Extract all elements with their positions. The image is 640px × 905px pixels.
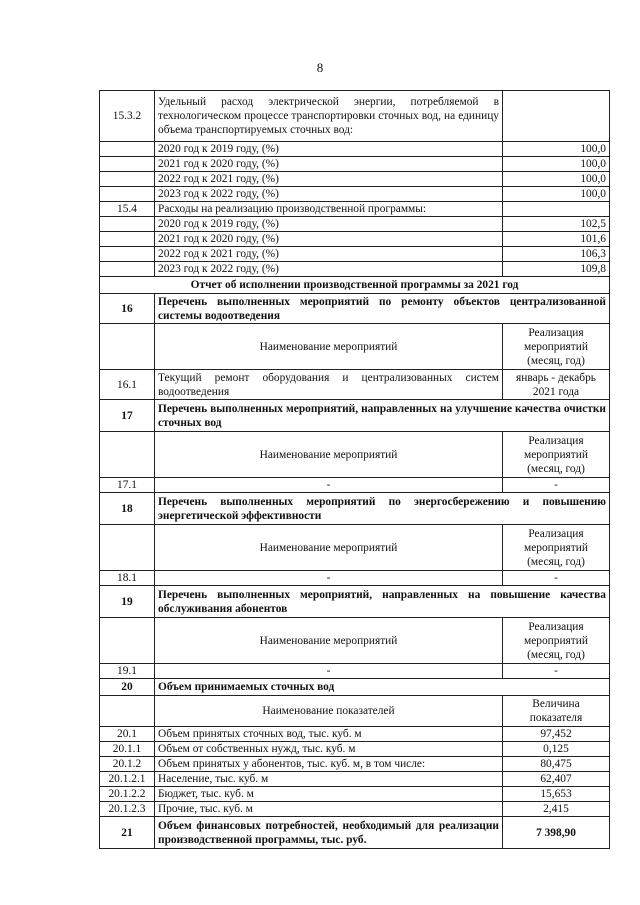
row-number: 17.1 bbox=[100, 478, 155, 493]
measure-name: - bbox=[155, 664, 503, 679]
table-row bbox=[100, 262, 610, 277]
period-label: 2020 год к 2019 году, (%) bbox=[155, 142, 503, 157]
table-row bbox=[100, 217, 610, 232]
table-row bbox=[100, 664, 610, 679]
row-number: 15.3.2 bbox=[100, 91, 155, 142]
indicator-text: Расходы на реализацию производственной программы: bbox=[155, 202, 503, 217]
column-header-implementation: Реализация мероприятий (месяц, год) bbox=[503, 324, 610, 370]
period-value: 100,0 bbox=[503, 187, 610, 202]
table-row bbox=[100, 478, 610, 493]
section-title: Перечень выполненных мероприятий, направленных на улучшение качества очистки сточных вод bbox=[155, 400, 610, 432]
row-number: 20.1.2.3 bbox=[100, 802, 155, 817]
table-row bbox=[100, 277, 610, 294]
table-row bbox=[100, 247, 610, 262]
financial-needs-value: 7 398,90 bbox=[503, 817, 610, 849]
table-row bbox=[100, 742, 610, 757]
indicator-value: 97,452 bbox=[503, 727, 610, 742]
period-value: 100,0 bbox=[503, 172, 610, 187]
period-value: 106,3 bbox=[503, 247, 610, 262]
value-cell bbox=[503, 91, 610, 142]
measure-name: - bbox=[155, 478, 503, 493]
indicator-value: 2,415 bbox=[503, 802, 610, 817]
section-number: 18 bbox=[100, 493, 155, 525]
indicator-name: Бюджет, тыс. куб. м bbox=[155, 787, 503, 802]
indicator-name: Объем принятых у абонентов, тыс. куб. м, в том числе: bbox=[155, 757, 503, 772]
row-number: 16.1 bbox=[100, 370, 155, 400]
table-row bbox=[100, 400, 610, 432]
section-title: Объем финансовых потребностей, необходимый для реализации производственной программы, тыс. руб. bbox=[155, 817, 503, 849]
column-header-implementation: Реализация мероприятий (месяц, год) bbox=[503, 525, 610, 571]
column-header-name: Наименование мероприятий bbox=[155, 618, 503, 664]
table-row bbox=[100, 525, 610, 571]
measure-implementation: январь - декабрь 2021 года bbox=[503, 370, 610, 400]
section-title: Объем принимаемых сточных вод bbox=[155, 679, 610, 696]
section-number: 21 bbox=[100, 817, 155, 849]
table-row bbox=[100, 294, 610, 324]
period-label: 2023 год к 2022 году, (%) bbox=[155, 262, 503, 277]
report-table bbox=[99, 90, 610, 849]
section-title: Перечень выполненных мероприятий по ремонту объектов централизованной системы водоотведения bbox=[155, 294, 610, 324]
period-value: 102,5 bbox=[503, 217, 610, 232]
indicator-value: 80,475 bbox=[503, 757, 610, 772]
section-number: 20 bbox=[100, 679, 155, 696]
table-row bbox=[100, 772, 610, 787]
period-label: 2022 год к 2021 году, (%) bbox=[155, 247, 503, 262]
table-row bbox=[100, 432, 610, 478]
row-number: 15.4 bbox=[100, 202, 155, 217]
measure-name: Текущий ремонт оборудования и централизованных систем водоотведения bbox=[155, 370, 503, 400]
measure-implementation: - bbox=[503, 571, 610, 586]
report-title: Отчет об исполнении производственной программы за 2021 год bbox=[100, 277, 610, 294]
table-row bbox=[100, 571, 610, 586]
column-header-name: Наименование мероприятий bbox=[155, 432, 503, 478]
period-label: 2021 год к 2020 году, (%) bbox=[155, 157, 503, 172]
table-row bbox=[100, 187, 610, 202]
row-number: 20.1.2.2 bbox=[100, 787, 155, 802]
section-title: Перечень выполненных мероприятий по энергосбережению и повышению энергетической эффективности bbox=[155, 493, 610, 525]
indicator-text: Удельный расход электрической энергии, потребляемой в технологическом процессе транспортировки сточных вод, на единицу объема транспортируемых сточных вод: bbox=[155, 91, 503, 142]
page-number: 8 bbox=[316, 60, 324, 75]
column-header-implementation: Реализация мероприятий (месяц, год) bbox=[503, 432, 610, 478]
table-row bbox=[100, 787, 610, 802]
table-row bbox=[100, 586, 610, 618]
measure-implementation: - bbox=[503, 478, 610, 493]
table-row bbox=[100, 679, 610, 696]
table-row bbox=[100, 370, 610, 400]
column-header-name: Наименование мероприятий bbox=[155, 324, 503, 370]
table-row bbox=[100, 172, 610, 187]
period-value: 100,0 bbox=[503, 142, 610, 157]
row-number: 20.1.2.1 bbox=[100, 772, 155, 787]
section-number: 16 bbox=[100, 294, 155, 324]
indicator-name: Прочие, тыс. куб. м bbox=[155, 802, 503, 817]
table-row bbox=[100, 493, 610, 525]
table-row bbox=[100, 757, 610, 772]
table-row bbox=[100, 324, 610, 370]
indicator-name: Объем от собственных нужд, тыс. куб. м bbox=[155, 742, 503, 757]
period-label: 2023 год к 2022 году, (%) bbox=[155, 187, 503, 202]
table-row bbox=[100, 817, 610, 849]
indicator-name: Объем принятых сточных вод, тыс. куб. м bbox=[155, 727, 503, 742]
indicator-value: 15,653 bbox=[503, 787, 610, 802]
table-row bbox=[100, 142, 610, 157]
table-row bbox=[100, 727, 610, 742]
indicator-value: 0,125 bbox=[503, 742, 610, 757]
period-value: 100,0 bbox=[503, 157, 610, 172]
indicator-name: Население, тыс. куб. м bbox=[155, 772, 503, 787]
table-row bbox=[100, 696, 610, 727]
period-label: 2022 год к 2021 году, (%) bbox=[155, 172, 503, 187]
measure-implementation: - bbox=[503, 664, 610, 679]
column-header-implementation: Реализация мероприятий (месяц, год) bbox=[503, 618, 610, 664]
section-number: 19 bbox=[100, 586, 155, 618]
table-row bbox=[100, 232, 610, 247]
section-number: 17 bbox=[100, 400, 155, 432]
row-number: 20.1.1 bbox=[100, 742, 155, 757]
column-header-name: Наименование мероприятий bbox=[155, 525, 503, 571]
section-title: Перечень выполненных мероприятий, направленных на повышение качества обслуживания абонентов bbox=[155, 586, 610, 618]
period-value: 109,8 bbox=[503, 262, 610, 277]
table-row bbox=[100, 202, 610, 217]
table-row bbox=[100, 91, 610, 142]
indicator-value: 62,407 bbox=[503, 772, 610, 787]
measure-name: - bbox=[155, 571, 503, 586]
table-row bbox=[100, 157, 610, 172]
row-number: 20.1 bbox=[100, 727, 155, 742]
period-label: 2021 год к 2020 году, (%) bbox=[155, 232, 503, 247]
row-number: 20.1.2 bbox=[100, 757, 155, 772]
column-header-name: Наименование показателей bbox=[155, 696, 503, 727]
period-label: 2020 год к 2019 году, (%) bbox=[155, 217, 503, 232]
row-number: 19.1 bbox=[100, 664, 155, 679]
period-value: 101,6 bbox=[503, 232, 610, 247]
table-row bbox=[100, 802, 610, 817]
table-row bbox=[100, 618, 610, 664]
column-header-value: Величина показателя bbox=[503, 696, 610, 727]
row-number: 18.1 bbox=[100, 571, 155, 586]
